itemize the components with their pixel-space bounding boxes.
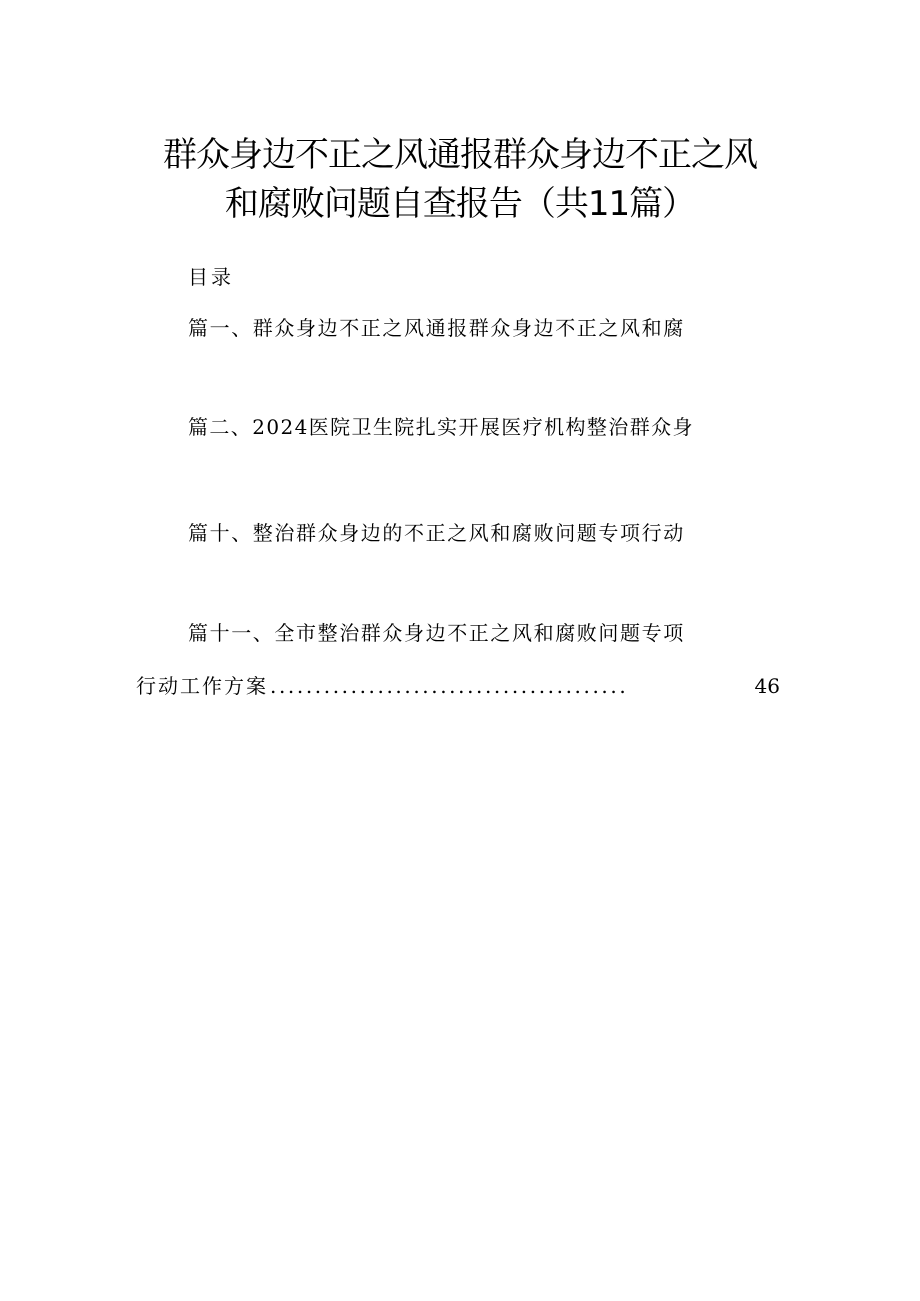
toc-entry[interactable]: 篇一、群众身边不正之风通报群众身边不正之风和腐 <box>188 316 685 340</box>
toc-heading: 目录 <box>188 265 234 289</box>
toc-entry-continuation[interactable] <box>136 672 780 700</box>
document-title-line-2: 和腐败问题自查报告（共11篇） <box>224 184 696 224</box>
toc-dot-leader: ........................................ <box>270 674 629 698</box>
toc-entry[interactable]: 篇十一、全市整治群众身边不正之风和腐败问题专项 <box>188 621 685 645</box>
toc-page-number: 46 <box>754 674 780 698</box>
document-title-line-1: 群众身边不正之风通报群众身边不正之风 <box>163 135 757 175</box>
toc-entry[interactable]: 篇二、2024医院卫生院扎实开展医疗机构整治群众身 <box>188 415 694 439</box>
toc-entry[interactable]: 篇十、整治群众身边的不正之风和腐败问题专项行动 <box>188 521 685 545</box>
toc-entry-continuation-text: 行动工作方案 <box>136 674 268 698</box>
